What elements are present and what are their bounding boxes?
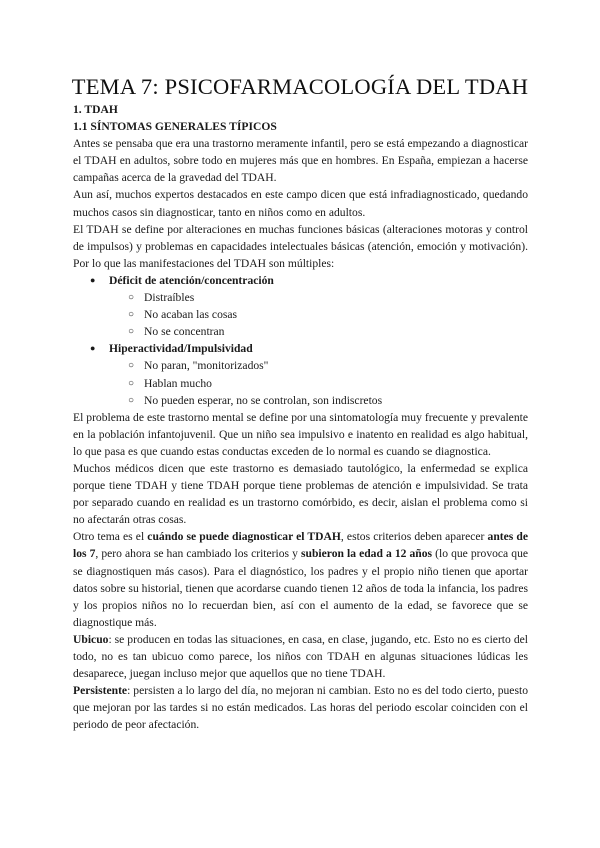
section-heading: 1. TDAH <box>73 103 118 116</box>
symptom-list <box>73 272 528 409</box>
circle-bullet-icon: ○ <box>128 326 135 338</box>
paragraph-7: Ubicuo: se producen en todas las situaciones, en casa, en clase, jugando, etc. Esto no es cierto del todo, no es tan ubicuo como parece, los niños con TDAH en algunas situaciones lúdicas les desaparece, juegan incluso mejor que aquellos que no tiene TDAH. <box>73 632 528 681</box>
subsection-heading: 1.1 SÍNTOMAS GENERALES TÍPICOS <box>73 120 277 134</box>
paragraph-3: El TDAH se define por alteraciones en muchas funciones básicas (alteraciones motoras y control de impulsos) y problemas en capacidades intelectuales básicas (atención, emoción y motivación). Por lo que las manifestaciones del TDAH son múltiples: <box>73 222 528 270</box>
sublist-item-text: Distraíbles <box>144 291 195 305</box>
sublist-item-text: No se concentran <box>144 325 225 339</box>
paragraph-6: Otro tema es el cuándo se puede diagnosticar el TDAH, estos criterios deben aparecer antes de los 7, pero ahora se han cambiado los criterios y subieron la edad a 12 años (lo que provoca que se diagnostiquen más casos). Para el diagnóstico, los padres y el propio niño tienen que aportar datos sobre su historial, tienen que acordarse cuando tienen 12 años de toda la infancia, los padres y los propios niños no lo recuerdan bien, así con el aumento de la edad, se favorece que se diagnostique más. <box>73 530 529 629</box>
sublist-item-text: No acaban las cosas <box>144 308 238 322</box>
sublist-item <box>73 392 528 409</box>
sublist-item <box>73 375 528 392</box>
sublist-item <box>73 357 528 374</box>
paragraph-1: Antes se pensaba que era una trastorno meramente infantil, pero se está empezando a diagnosticar el TDAH en adultos, sobre todo en mujeres más que en hombres. En España, empiezan a hacerse campañas acerca de la gravedad del TDAH. <box>73 137 528 185</box>
bullet-icon: ● <box>90 274 96 285</box>
sublist-item-text: No pueden esperar, no se controlan, son indiscretos <box>144 393 383 407</box>
circle-bullet-icon: ○ <box>128 309 135 321</box>
list-item-label: Déficit de atención/concentración <box>109 273 274 287</box>
document-body <box>73 101 528 733</box>
circle-bullet-icon: ○ <box>128 360 135 372</box>
sublist-item <box>73 306 528 323</box>
list-item <box>73 272 528 340</box>
circle-bullet-icon: ○ <box>128 292 135 304</box>
paragraph-2: Aun así, muchos expertos destacados en este campo dicen que está infradiagnosticado, quedando muchos casos sin diagnosticar, tanto en niños como en adultos. <box>73 188 528 219</box>
sublist-item-text: No paran, "monitorizados" <box>144 359 269 373</box>
sublist <box>109 289 528 340</box>
paragraph-8: Persistente: persisten a lo largo del día, no mejoran ni cambian. Esto no es del todo cierto, puesto que mejoran por las tardes si no están medicados. Las horas del periodo escolar coinciden con el periodo de peor afectación. <box>73 684 528 732</box>
list-item-label: Hiperactividad/Impulsividad <box>109 342 253 356</box>
paragraph-5: Muchos médicos dicen que este trastorno es demasiado tautológico, la enfermedad se explica porque tiene TDAH y tiene TDAH porque tiene problemas de atención e impulsividad. Se trata por separado cuando en realidad es un trastorno comórbido, es decir, aislan el problema como si no afectarán otras cosas. <box>73 461 528 527</box>
paragraph-4: El problema de este trastorno mental se define por una sintomatología muy frecuente y prevalente en la población infantojuvenil. Que un niño sea impulsivo e inatento en realidad es algo habitual, lo que pasa es que cuando estas conductas exceden de lo normal es cuando se diagnostica. <box>73 410 528 458</box>
term-ubicuo: Ubicuo <box>73 632 109 646</box>
sublist <box>109 357 528 408</box>
circle-bullet-icon: ○ <box>128 394 135 406</box>
bullet-icon: ● <box>90 343 96 354</box>
circle-bullet-icon: ○ <box>128 377 135 389</box>
page-title: TEMA 7: PSICOFARMACOLOGÍA DEL TDAH <box>71 74 529 99</box>
sublist-item-text: Hablan mucho <box>144 376 212 390</box>
sublist-item <box>73 289 528 306</box>
list-item <box>73 340 528 408</box>
term-persistente: Persistente <box>73 684 128 698</box>
sublist-item <box>73 323 528 340</box>
